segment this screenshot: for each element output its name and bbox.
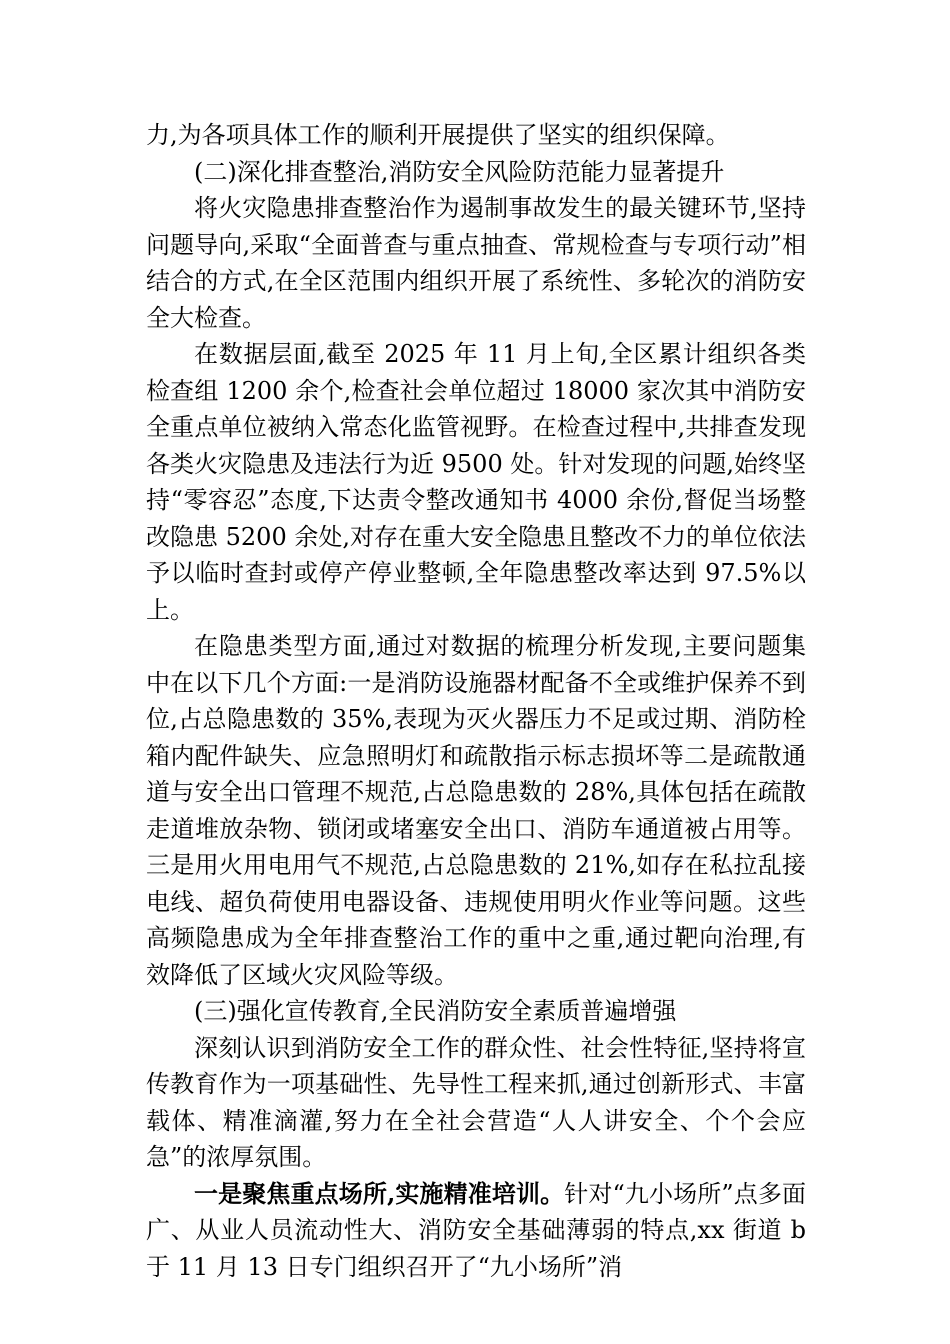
document-page [146,117,806,1285]
section-heading-2: (二)深化排查整治,消防安全风险防范能力显著提升 [194,157,725,186]
paragraph-intro-3: 深刻认识到消防安全工作的群众性、社会性特征,坚持将宣传教育作为一项基础性、先导性工程来抓,通过创新形式、丰富载体、精准滴灌,努力在全社会营造“人人讲安全、个个会应急”的浓厚氛围。 [146,1033,806,1171]
point-1-lead: 一是聚焦重点场所,实施精准培训。 [194,1178,565,1208]
paragraph-intro-2: 将火灾隐患排查整治作为遏制事故发生的最关键环节,坚持问题导向,采取“全面普查与重点抽查、常规检查与专项行动”相结合的方式,在全区范围内组织开展了系统性、多轮次的消防安全大检查。 [146,194,806,332]
point-1-body: 针对“九小场所”点多面广、从业人员流动性大、消防安全基础薄弱的特点,xx 街道 b 于 11 月 13 日专门组织召开了“九小场所”消 [146,1179,806,1281]
paragraph-point-1 [146,1176,806,1286]
paragraph-hazard-types: 在隐患类型方面,通过对数据的梳理分析发现,主要问题集中在以下几个方面:一是消防设施器材配备不全或维护保养不到位,占总隐患数的 35%,表现为灭火器压力不足或过期、消防栓箱内配件缺失、应急照明灯和疏散指示标志损坏等二是疏散通道与安全出口管理不规范,占总隐患数的 28%,具体包括在疏散走道堆放杂物、锁闭或堵塞安全出口、消防车通道被占用等。三是用火用电用气不规范,占总隐患数的 21%,如存在私拉乱接电线、超负荷使用电器设备、违规使用明火作业等问题。这些高频隐患成为全年排查整治工作的重中之重,通过靶向治理,有效降低了区域火灾风险等级。 [146,632,806,989]
section-heading-3: (三)强化宣传教育,全民消防安全素质普遍增强 [194,997,677,1025]
paragraph-data: 在数据层面,截至 2025 年 11 月上旬,全区累计组织各类检查组 1200 余个,检查社会单位超过 18000 家次其中消防安全重点单位被纳入常态化监管视野。在检查过程中,共排查发现各类火灾隐患及违法行为近 9500 处。针对发现的问题,始终坚持“零容忍”态度,下达责令整改通知书 4000 余份,督促当场整改隐患 5200 余处,对存在重大安全隐患且整改不力的单位依法予以临时查封或停产停业整顿,全年隐患整改率达到 97.5%以上。 [146,340,806,624]
paragraph-continuation: 力,为各项具体工作的顺利开展提供了坚实的组织保障。 [146,121,730,149]
